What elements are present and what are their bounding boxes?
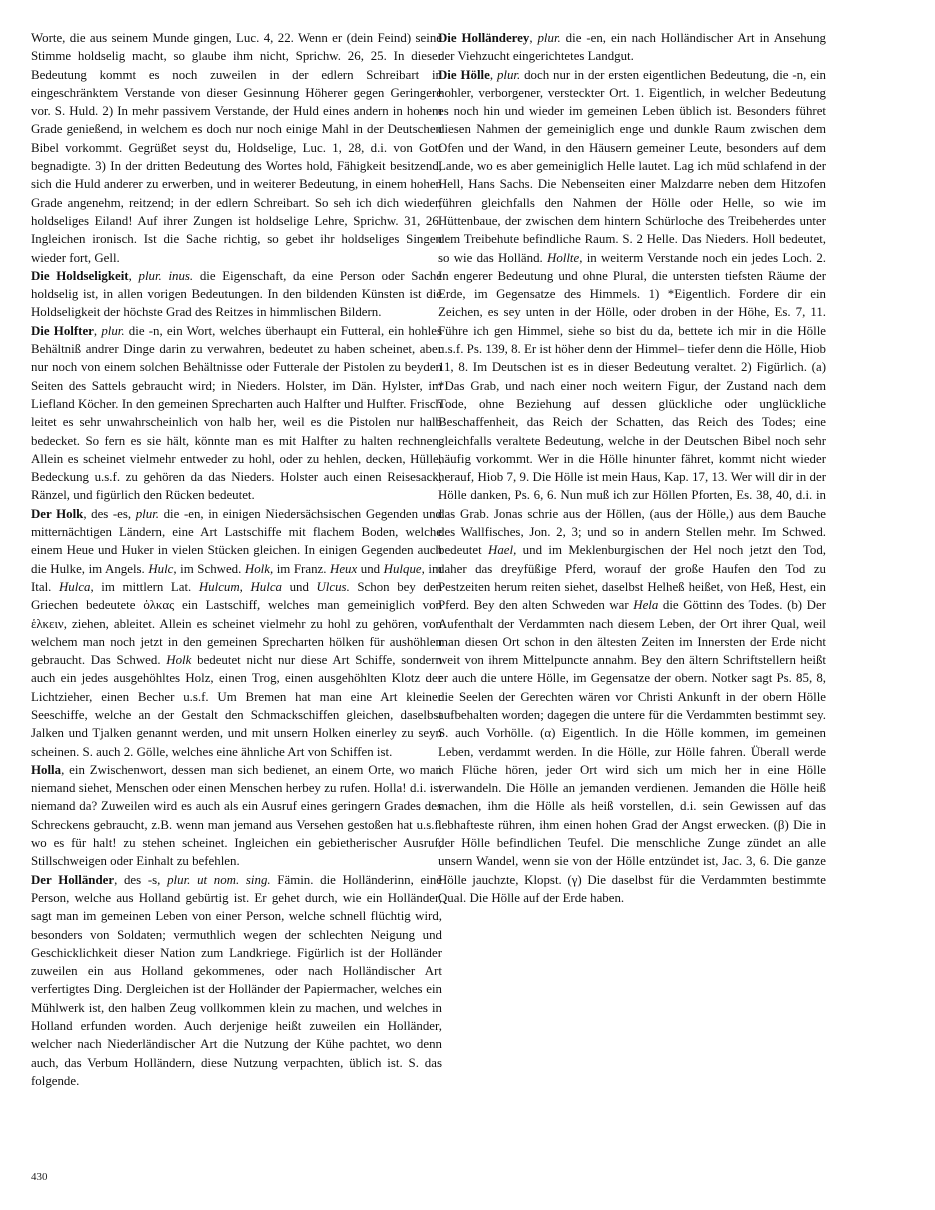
entry-headword: Die Holfter [31, 323, 94, 338]
entry-headword: Der Holländer [31, 872, 115, 887]
dictionary-entry [31, 761, 442, 871]
entry-text: im Franz. [273, 561, 331, 576]
italic-term: Hulc, [148, 561, 177, 576]
entry-headword: Die Holdseligkeit [31, 268, 129, 283]
italic-term: plur. [101, 323, 125, 338]
italic-term: Hulcum, Hulca [198, 579, 282, 594]
entry-text: die Eigenschaft, da eine Person oder Sache holdselig ist, in allen vorigen Bedeutungen. In den bildenden Künsten ist die Holdseligkeit der höchste Grad des Reitzes in himmlischen Bildern. [31, 268, 442, 320]
italic-term: Holk [166, 653, 192, 668]
entry-text: , [93, 323, 102, 338]
entry-text: , [529, 31, 538, 45]
entry-text: die -n, ein Wort, welches überhaupt ein Futteral, ein hohles Behältniß andrer Dinge darin zu verwahren, bedeutet zu haben scheinet, aber nur noch von einem solchen Behältnisse oder Futterale der Pistolen zu beyden Seiten des Sattels gebraucht wird; in Nieders. Holster, im Dän. Hylster, im Liefland Köcher. In den gemeinen Sprecharten auch Halfter und Hulfter. Frisch leitet es sehr unwahrscheinlich von halb her, weil es die Pistolen nur halb bedecket. So fern es sie hält, könnte man es mit Halfter zu halten rechnen. Allein es scheinet vielmehr entweder zu hohl, oder zu hehlen, decken, Hülle, Bedeckung u.s.f. zu gehören da das Nieders. Holster auch einen Reisesack, Ränzel, und figürlich den Rücken bedeutet. [31, 323, 442, 503]
entry-headword: Die Holländerey [438, 31, 530, 45]
left-column [31, 29, 442, 1090]
italic-term: Hael, [488, 543, 517, 558]
italic-term: Hulque, [383, 561, 425, 576]
italic-term: Heux [330, 561, 358, 576]
dictionary-entry [31, 267, 442, 322]
italic-term: plur. [135, 506, 160, 521]
entry-text: , [489, 67, 497, 82]
entry-text: im Schwed. [176, 561, 245, 576]
entry-text: , des -s, [114, 872, 168, 887]
entry-text: in weiterm Verstande noch ein jedes Loch. 2. In engerer Bedeutung und ohne Plural, die untersten tiefsten Räume der Erde, im Gegensatze des Himmels. 1) *Eigentlich. Fordere dir ein Zeichen, es sey unten in der Hölle, oder droben in der Höhe, Es. 7, 11. Führe ich gen Himmel, siehe so bist du da, bettete ich mir in die Hölle u.s.f. Ps. 139, 8. Er ist höher denn der Himmel– tiefer denn die Hölle, Hiob 11, 8. Im Deutschen ist es in dieser Bedeutung veraltet. 2) Figürlich. (a) *Das Grab, und nach einer noch weitern Figur, der Zustand nach dem Tode, ohne Beziehung auf dessen glückliche oder unglückliche Beschaffenheit, das Reich der Schatten, das Reich des Todes; eine gleichfalls veraltete Bedeutung, welche in der Deutschen Bibel noch sehr häufig vorkommt. Wer in die Hölle hinunter fähret, kommt nicht wieder herauf, Hiob 7, 9. Die Hölle ist mein Haus, Kap. 17, 13. Wer will dir in der Hölle danken, Ps. 6, 6. Nun muß ich zur Höllen Pforten, Es. 38, 40, d.i. in das Grab. Jonas schrie aus der Höllen, (aus der Hölle,) aus dem Bauche des Wallfisches, Jon. 2, 3; und so in andern Stellen mehr. Im Schwed. bedeutet [438, 250, 826, 558]
entry-text: Worte, die aus seinem Munde gingen, Luc. 4, 22. Wenn er (dein Feind) seine Stimme holdselig macht, so glaube ihm nicht, Sprichw. 26, 25. In dieser Bedeutung kommt es noch zuweilen in der edlern Schreibart in eingeschränktem Verstande von dieser Gesinnung Höherer gegen Geringere vor. S. Huld. 2) In mehr passivem Verstande, der Huld eines andern in hohem Grade genießend, in welchem es doch nur noch einige Mahl in der Deutschen Bibel vorkommt. Gegrüßet seyst du, Holdselige, Luc. 1, 28, d.i. von Gott begnadigte. 3) In der dritten Bedeutung des Wortes hold, Fähigkeit besitzend, sich die Huld anderer zu erwerben, und in weiterer Bedeutung, in einem hohen Grade angenehm, reitzend; in der edlern Schreibart. So seh ich dich wieder, holdseliges Eiland! Auf ihrer Zungen ist holdselige Lehre, Sprichw. 31, 26. Ingleichen ironisch. Ist die Sache richtig, so gebet ihr holdseliges Singen wieder fort, Gell. [31, 31, 442, 265]
entry-text: und [357, 561, 384, 576]
entry-text: Schon bey den Griechen bedeutete ὁλκας ein Lastschiff, welches man gemeiniglich von ἑλκειν, ziehen, ableitet. Allein es scheinet vielmehr zu hohl zu gehören, von welchem man noch jetzt in den gemeinen Sprecharten hölken für aushöhlen gebraucht. Das Schwed. [31, 579, 442, 668]
italic-term: Hollte, [547, 250, 583, 265]
right-column [438, 29, 826, 907]
dictionary-entry [438, 29, 826, 66]
entry-text: im mittlern Lat. [93, 579, 199, 594]
italic-term: Holk, [244, 561, 274, 576]
italic-term: Ulcus. [316, 579, 350, 594]
dictionary-entry [31, 29, 442, 267]
entry-headword: Holla [31, 762, 62, 777]
italic-term: plur. ut nom. sing. [167, 872, 271, 887]
entry-text: und [282, 579, 317, 594]
entry-headword: Die Hölle [438, 67, 490, 82]
italic-term: plur. [537, 31, 561, 45]
page-number: 430 [31, 1171, 48, 1183]
entry-text: bedeutet nicht nur diese Art Schiffe, sondern auch ein jedes ausgehöhltes Holz, einen Trog, einen ausgehöhlten Klotz der Lichtzieher, einen Becher u.s.f. Um Bremen hat man eine Art kleiner Seeschiffe, welche an der Gestalt den Schmackschiffen gleichen, daselbst Jalken und Tjalken genannt werden, und mit unsern Holken einerley zu seyn scheinen. S. auch 2. Gölle, welches eine ähnliche Art von Schiffen ist. [31, 653, 443, 759]
italic-term: Hela [633, 598, 659, 613]
dictionary-entry [438, 66, 826, 908]
dictionary-entry [31, 505, 442, 761]
entry-text: Fämin. die Holländerinn, eine Person, welche aus Holland gebürtig ist. Er gehet durch, wie ein Holländer, sagt man im gemeinen Leben von einer Person, welche schnell flüchtig wird, besonders von Soldaten; vermuthlich wegen der schlechten Neigung und Geschicklichkeit dieser Nation zum Landkriege. Figürlich ist der Holländer zuweilen ein aus Holland gekommenes, oder nach Holländischer Art verfertigtes Ding. Dergleichen ist der Holländer der Papiermacher, welches ein Mühlwerk ist, den halben Zeug vollkommen klein zu machen, und welches in Holland erfunden worden. Auch derjenige heißt zuweilen ein Holländer, welcher nach Niederländischer Art die Nutzung der Kühe pachtet, wo denn auch, das Verbum Holländern, diese Nutzung verpachten, üblich ist. S. das folgende. [31, 872, 442, 1088]
entry-text: , ein Zwischenwort, dessen man sich bedienet, an einem Orte, wo man niemand siehet, Menschen oder einen Menschen herbey zu rufen. Holla! d.i. ist niemand da? Zuweilen wird es auch als ein Ausruf eines geringern Grades des Schreckens gebraucht, z.B. wenn man jemand aus Versehen gestoßen hat u.s.f. wo es für halt! zu stehen scheinet. Ingleichen ein gebietherischer Ausruf, Stillschweigen oder Einhalt zu befehlen. [31, 762, 442, 869]
entry-text: die -en, in einigen Niedersächsischen Gegenden und mitternächtigen Ländern, eine Art Lastschiffe mit flachem Boden, welche einem Heue und Huker in vielen Stücken gleichen. In einigen Gegenden auch die Hulke, im Angels. [31, 506, 442, 576]
italic-term: plur. [496, 67, 521, 82]
entry-text: die Göttinn des Todes. (b) Der Aufenthalt der Verdammten nach diesem Leben, der Ort ihrer Qual, weil man diesen Ort schon in den ältesten Zeiten im Innersten der Erde nicht weit von ihrem Mittelpuncte annahm. Bey den ältern Schriftstellern heißt er auch die untere Hölle, im Gegensatze der obern. Notker sagt Ps. 85, 8, die Seelen der Gerechten wären vor Christi Ankunft in der obern Hölle aufbehalten worden; dagegen die untere für die Verdammten bestimmt sey. S. auch Vorhölle. (α) Eigentlich. In die Hölle kommen, im gemeinen Leben, verdammt werden. In die Hölle, zur Hölle fahren. Überall werde ich Flüche hören, jeder Ort wird sich um mich her in eine Hölle verwandeln. Die Hölle an jemanden verdienen. Jemanden die Hölle heiß machen, ihm die Hölle als heiß vorstellen, d.i. sein Gewissen auf das lebhafteste rühren, ihm einen hohen Grad der Angst erwecken. (β) Die in der Hölle befindlichen Teufel. Die menschliche Zunge zündet an alle unsern Wandel, wenn sie von der Hölle entzündet ist, Jac. 3, 6. Die ganze Hölle jauchzte, Klopst. (γ) Die daselbst für die Verdammten bestimmte Qual. Die Hölle auf der Erde haben. [438, 598, 826, 905]
entry-text: doch nur in der ersten eigentlichen Bedeutung, die -n, ein hohler, verborgener, versteckter Ort. 1. Eigentlich, in welcher Bedeutung es noch hin und wieder im gemeinen Leben üblich ist. Besonders führet diesen Nahmen der gemeiniglich enge und dunkle Raum zwischen dem Ofen und der Wand, in den Häusern gemeiner Leute, besonders auf dem Lande, wo es aber gemeiniglich Helle lautet. Lag ich müd schlafend in der Hell, Hans Sachs. Die Nebenseiten einer Malzdarre neben dem Hitzofen führen gleichfalls den Nahmen der Hölle oder Helle, so wie im Hüttenbaue, der zwischen dem hintern Schürloche des Treibeherdes unter dem Treibehute befindliche Raum. S. 2 Helle. Das Nieders. Holl bedeutet, so wie das Holländ. [438, 67, 826, 265]
entry-text: im Ital. [31, 561, 442, 594]
dictionary-entry [31, 322, 442, 505]
entry-headword: Der Holk [31, 506, 84, 521]
entry-text: und im Meklenburgischen der Hel noch jetzt den Tod, daher das dreyfüßige Pferd, worauf der große Haufen den Tod zu Pestzeiten herum reiten siehet, daselbst Helheß heißet, von Heß, Hest, ein Pferd. Bey den alten Schweden war [438, 543, 826, 613]
italic-term: plur. inus. [138, 268, 194, 283]
dictionary-entry [31, 871, 442, 1091]
entry-text: , [128, 268, 139, 283]
italic-term: Hulca, [58, 579, 94, 594]
entry-text: , des -es, [83, 506, 136, 521]
entry-text: die -en, ein nach Holländischer Art in Ansehung der Viehzucht eingerichtetes Landgut. [438, 31, 826, 64]
